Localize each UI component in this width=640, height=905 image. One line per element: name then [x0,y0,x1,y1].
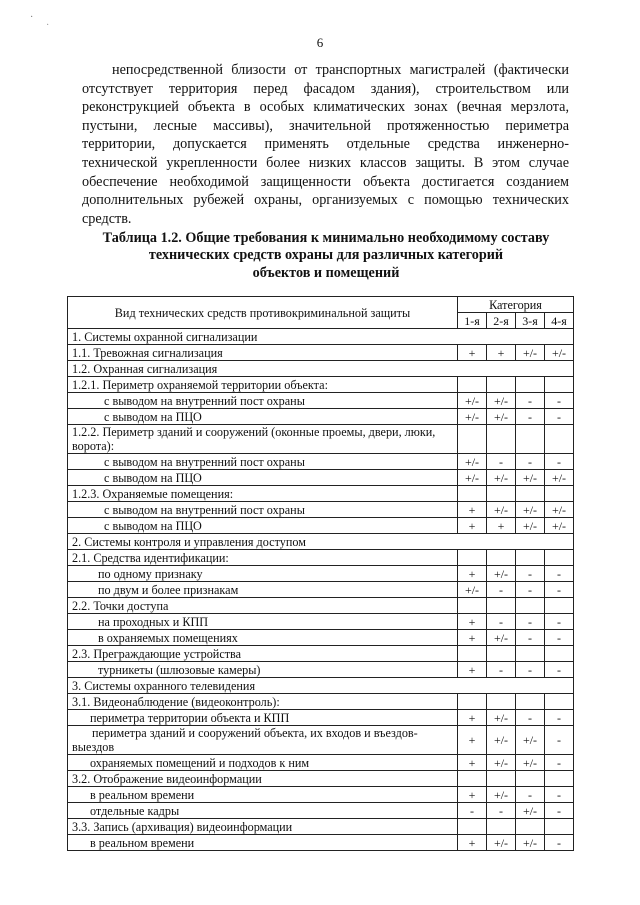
row-label-cell: с выводом на ПЦО [68,518,458,534]
table-row [68,329,574,345]
category-mark-cell-4: - [545,454,574,470]
category-mark-cell-4: - [545,755,574,771]
category-mark-cell-2: +/- [487,726,516,755]
category-mark-cell-1 [458,819,487,835]
category-mark-cell-3 [516,425,545,454]
category-mark-cell-3: +/- [516,755,545,771]
category-mark-cell-4 [545,598,574,614]
category-header-3: 3-я [516,313,545,329]
category-mark-cell-4: - [545,393,574,409]
category-mark-cell-4: +/- [545,502,574,518]
table-row [68,393,574,409]
table-row [68,662,574,678]
category-mark-cell-2 [487,377,516,393]
category-mark-cell-3 [516,771,545,787]
intro-paragraph: непосредственной близости от транспортных магистралей (фактически отсутствует территория перед фасадом здания), строительством или реконструкцией объекта в особых климатических зонах (вечная мерзлота, пустыни, лесные массивы), значительной протяженностью периметра территории, допускается применять отдельные средства инженерно-технической укрепленности более низких классов защиты. В этом случае обеспечение необходимой защищенности объекта достигается созданием дополнительных рубежей охраны, организуемых с помощью технических средств. [82,62,569,227]
row-label-cell: по двум и более признакам [68,582,458,598]
category-mark-cell-4: +/- [545,470,574,486]
row-label-cell: с выводом на ПЦО [68,409,458,425]
category-mark-cell-1: + [458,710,487,726]
category-mark-cell-4: - [545,787,574,803]
requirements-table-body [68,297,574,851]
category-mark-cell-3: - [516,582,545,598]
category-mark-cell-4 [545,550,574,566]
section-heading-cell: 1.2. Охранная сигнализация [68,361,574,377]
category-mark-cell-3: - [516,662,545,678]
requirements-table [67,296,574,851]
page-number: 6 [316,35,324,50]
category-mark-cell-4: - [545,662,574,678]
category-mark-cell-3 [516,486,545,502]
section-heading-cell: 3. Системы охранного телевидения [68,678,574,694]
table-row [68,518,574,534]
category-mark-cell-1: + [458,502,487,518]
table-row [68,678,574,694]
category-mark-cell-3: +/- [516,803,545,819]
table-row [68,486,574,502]
category-mark-cell-4 [545,771,574,787]
category-mark-cell-1 [458,598,487,614]
table-row [68,819,574,835]
category-mark-cell-2: + [487,518,516,534]
category-mark-cell-4: - [545,835,574,851]
row-label-cell: отдельные кадры [68,803,458,819]
category-mark-cell-3: +/- [516,835,545,851]
category-mark-cell-3: +/- [516,345,545,361]
category-mark-cell-1: + [458,726,487,755]
category-mark-cell-2: +/- [487,470,516,486]
row-label-cell: с выводом на ПЦО [68,470,458,486]
table-title-line: технических средств охраны для различных категорий [148,247,504,264]
table-row [68,454,574,470]
subsection-label-cell: 3.3. Запись (архивация) видеоинформации [68,819,458,835]
category-mark-cell-2 [487,486,516,502]
category-mark-cell-1 [458,771,487,787]
header-category-cell: Категория [458,297,574,313]
row-label-cell: в реальном времени [68,835,458,851]
category-mark-cell-2 [487,425,516,454]
category-mark-cell-4: - [545,614,574,630]
category-mark-cell-2: - [487,614,516,630]
category-mark-cell-3: +/- [516,470,545,486]
table-row [68,614,574,630]
subsection-label-cell: 1.2.2. Периметр зданий и сооружений (оконные проемы, двери, люки, ворота): [68,425,458,454]
category-header-2: 2-я [487,313,516,329]
category-mark-cell-2 [487,550,516,566]
table-row [68,771,574,787]
category-mark-cell-2: +/- [487,502,516,518]
category-mark-cell-1: + [458,345,487,361]
category-mark-cell-4: - [545,409,574,425]
category-mark-cell-1 [458,694,487,710]
category-mark-cell-1: + [458,755,487,771]
category-mark-cell-4 [545,646,574,662]
row-label-cell: периметра зданий и сооружений объекта, их входов и въездов-выездов [68,726,458,755]
category-mark-cell-1 [458,550,487,566]
category-mark-cell-2 [487,694,516,710]
table-title-line: Таблица 1.2. Общие требования к минимально необходимому составу [102,230,550,246]
subsection-label-cell: 3.1. Видеонаблюдение (видеоконтроль): [68,694,458,710]
table-row [68,755,574,771]
table-row [68,710,574,726]
category-mark-cell-3 [516,550,545,566]
table-row [68,646,574,662]
category-mark-cell-2 [487,819,516,835]
category-mark-cell-3: - [516,787,545,803]
category-mark-cell-1: +/- [458,454,487,470]
category-mark-cell-2: + [487,345,516,361]
category-mark-cell-4: +/- [545,518,574,534]
category-mark-cell-3: - [516,710,545,726]
table-row [68,726,574,755]
category-mark-cell-1 [458,486,487,502]
category-mark-cell-4 [545,694,574,710]
category-mark-cell-1: + [458,662,487,678]
row-label-cell: в реальном времени [68,787,458,803]
category-mark-cell-2 [487,598,516,614]
subsection-label-cell: 3.2. Отображение видеоинформации [68,771,458,787]
table-row [68,409,574,425]
category-mark-cell-4 [545,377,574,393]
table-row [68,534,574,550]
category-mark-cell-3: - [516,614,545,630]
category-mark-cell-4: - [545,803,574,819]
category-mark-cell-1: + [458,835,487,851]
row-label-cell: охраняемых помещений и подходов к ним [68,755,458,771]
section-heading-cell: 1. Системы охранной сигнализации [68,329,574,345]
table-row [68,835,574,851]
category-mark-cell-2 [487,646,516,662]
category-mark-cell-2: +/- [487,835,516,851]
table-row [68,470,574,486]
table-row [68,502,574,518]
category-mark-cell-4: - [545,582,574,598]
category-mark-cell-4: - [545,726,574,755]
category-mark-cell-1: + [458,518,487,534]
scan-speck: · [30,12,34,23]
row-label-cell: по одному признаку [68,566,458,582]
table-row [68,598,574,614]
category-mark-cell-4: +/- [545,345,574,361]
category-mark-cell-1: + [458,787,487,803]
row-label-cell: с выводом на внутренний пост охраны [68,502,458,518]
category-mark-cell-2: - [487,454,516,470]
category-mark-cell-2: +/- [487,409,516,425]
row-label-cell: с выводом на внутренний пост охраны [68,393,458,409]
category-mark-cell-1 [458,646,487,662]
table-row [68,582,574,598]
category-header-4: 4-я [545,313,574,329]
category-mark-cell-1 [458,425,487,454]
category-mark-cell-3 [516,377,545,393]
header-type-cell: Вид технических средств противокриминальной защиты [68,297,458,329]
category-mark-cell-2: +/- [487,393,516,409]
table-row [68,377,574,393]
table-row [68,550,574,566]
row-label-cell: периметра территории объекта и КПП [68,710,458,726]
subsection-label-cell: 1.2.1. Периметр охраняемой территории объекта: [68,377,458,393]
scan-speck: · [46,20,50,31]
table-row [68,787,574,803]
category-mark-cell-3 [516,598,545,614]
table-title-line: объектов и помещений [252,264,400,281]
category-mark-cell-3: +/- [516,726,545,755]
row-label-cell: на проходных и КПП [68,614,458,630]
category-mark-cell-2: +/- [487,566,516,582]
subsection-label-cell: 2.2. Точки доступа [68,598,458,614]
row-label-cell: с выводом на внутренний пост охраны [68,454,458,470]
category-mark-cell-3 [516,646,545,662]
table-row [68,566,574,582]
category-mark-cell-2: +/- [487,787,516,803]
category-mark-cell-3: - [516,454,545,470]
category-header-1: 1-я [458,313,487,329]
category-mark-cell-3 [516,819,545,835]
category-mark-cell-1: +/- [458,409,487,425]
category-mark-cell-1: +/- [458,582,487,598]
category-mark-cell-3: +/- [516,518,545,534]
category-mark-cell-1 [458,377,487,393]
category-mark-cell-4 [545,425,574,454]
category-mark-cell-3: +/- [516,502,545,518]
table-row [68,803,574,819]
category-mark-cell-1: + [458,614,487,630]
category-mark-cell-4: - [545,566,574,582]
category-mark-cell-2: +/- [487,630,516,646]
category-mark-cell-4: - [545,710,574,726]
table-row [68,345,574,361]
table-title [70,230,582,282]
row-label-cell: турникеты (шлюзовые камеры) [68,662,458,678]
category-mark-cell-1: - [458,803,487,819]
category-mark-cell-2: +/- [487,755,516,771]
subsection-label-cell: 2.1. Средства идентификации: [68,550,458,566]
category-mark-cell-2: - [487,582,516,598]
category-mark-cell-1: +/- [458,393,487,409]
category-mark-cell-3: - [516,630,545,646]
category-mark-cell-3: - [516,409,545,425]
category-mark-cell-1: +/- [458,470,487,486]
table-row [68,694,574,710]
category-mark-cell-2: +/- [487,710,516,726]
row-label-cell: в охраняемых помещениях [68,630,458,646]
category-mark-cell-1: + [458,630,487,646]
category-mark-cell-2 [487,771,516,787]
row-label-cell: 1.1. Тревожная сигнализация [68,345,458,361]
category-mark-cell-3: - [516,566,545,582]
category-mark-cell-4 [545,486,574,502]
table-row [68,425,574,454]
section-heading-cell: 2. Системы контроля и управления доступом [68,534,574,550]
category-mark-cell-2: - [487,803,516,819]
subsection-label-cell: 2.3. Преграждающие устройства [68,646,458,662]
category-mark-cell-1: + [458,566,487,582]
category-mark-cell-3: - [516,393,545,409]
table-header-row [68,297,574,313]
subsection-label-cell: 1.2.3. Охраняемые помещения: [68,486,458,502]
category-mark-cell-3 [516,694,545,710]
category-mark-cell-2: - [487,662,516,678]
table-row [68,630,574,646]
category-mark-cell-4 [545,819,574,835]
table-row [68,361,574,377]
category-mark-cell-4: - [545,630,574,646]
